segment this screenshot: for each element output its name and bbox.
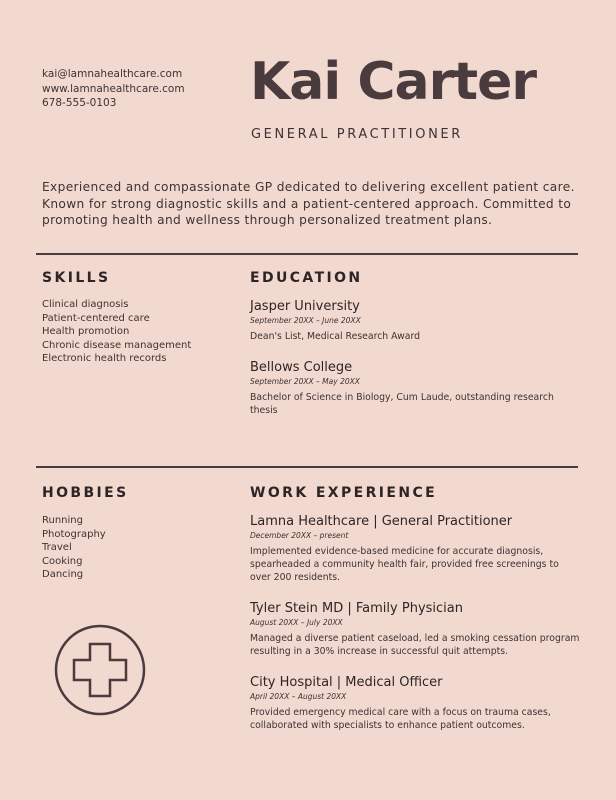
work-experience-heading: WORK EXPERIENCE [250,485,438,501]
work-entry [250,600,582,658]
section-divider-top [36,253,578,255]
education-heading: EDUCATION [250,270,363,286]
job-title: GENERAL PRACTITIONER [251,127,463,142]
skill-item: Clinical diagnosis [42,299,129,310]
work-dates: December 20XX – present [250,531,349,540]
skills-heading: SKILLS [42,270,111,286]
skills-list [42,298,191,366]
work-title: Lamna Healthcare | General Practitioner [250,514,513,529]
hobbies-list [42,514,106,582]
work-dates: August 20XX – July 20XX [250,618,343,627]
education-school: Jasper University [250,299,360,314]
education-dates: September 20XX – May 20XX [250,377,360,386]
hobby-item: Photography [42,528,106,540]
work-entry [250,513,582,584]
hobby-item: Cooking [42,555,83,567]
skill-item: Chronic disease management [42,339,192,351]
work-title: City Hospital | Medical Officer [250,675,443,690]
hobby-item: Travel [42,542,72,553]
work-description: Provided emergency medical care with a focus on trauma cases, collaborated with specialists to enhance patient outcomes. [250,707,551,731]
work-entry [250,674,582,732]
candidate-name: Kai Carter [250,52,536,112]
contact-website[interactable]: www.lamnahealthcare.com [42,82,185,95]
hobby-item: Dancing [42,569,84,580]
contact-phone: 678-555-0103 [42,97,117,109]
work-dates: April 20XX – August 20XX [250,692,347,701]
skill-item: Health promotion [42,326,130,337]
medical-cross-circle-icon [54,624,146,720]
section-divider-middle [36,466,578,468]
education-details: Bachelor of Science in Biology, Cum Laude, outstanding research thesis [250,392,554,416]
education-school: Bellows College [250,360,353,375]
skill-item: Electronic health records [42,353,167,364]
skill-item: Patient-centered care [42,312,150,324]
work-description: Managed a diverse patient caseload, led a smoking cessation program resulting in a 30% increase in successful quit attempts. [250,633,580,657]
work-description: Implemented evidence-based medicine for accurate diagnosis, spearheaded a community health fair, provided free screenings to over 200 residents. [250,546,559,583]
profile-summary: Experienced and compassionate GP dedicated to delivering excellent patient care. Known for strong diagnostic skills and a patient-centered approach. Committed to promoting health and wellness through personalized treatment plans. [42,180,575,227]
education-details: Dean's List, Medical Research Award [250,331,420,342]
education-dates: September 20XX – June 20XX [250,316,361,325]
education-entry [250,298,582,343]
work-title: Tyler Stein MD | Family Physician [250,601,463,616]
education-entry [250,359,582,417]
contact-email[interactable]: kai@lamnahealthcare.com [42,68,183,80]
contact-block [42,67,185,111]
hobbies-heading: HOBBIES [42,485,129,501]
hobby-item: Running [42,515,83,526]
